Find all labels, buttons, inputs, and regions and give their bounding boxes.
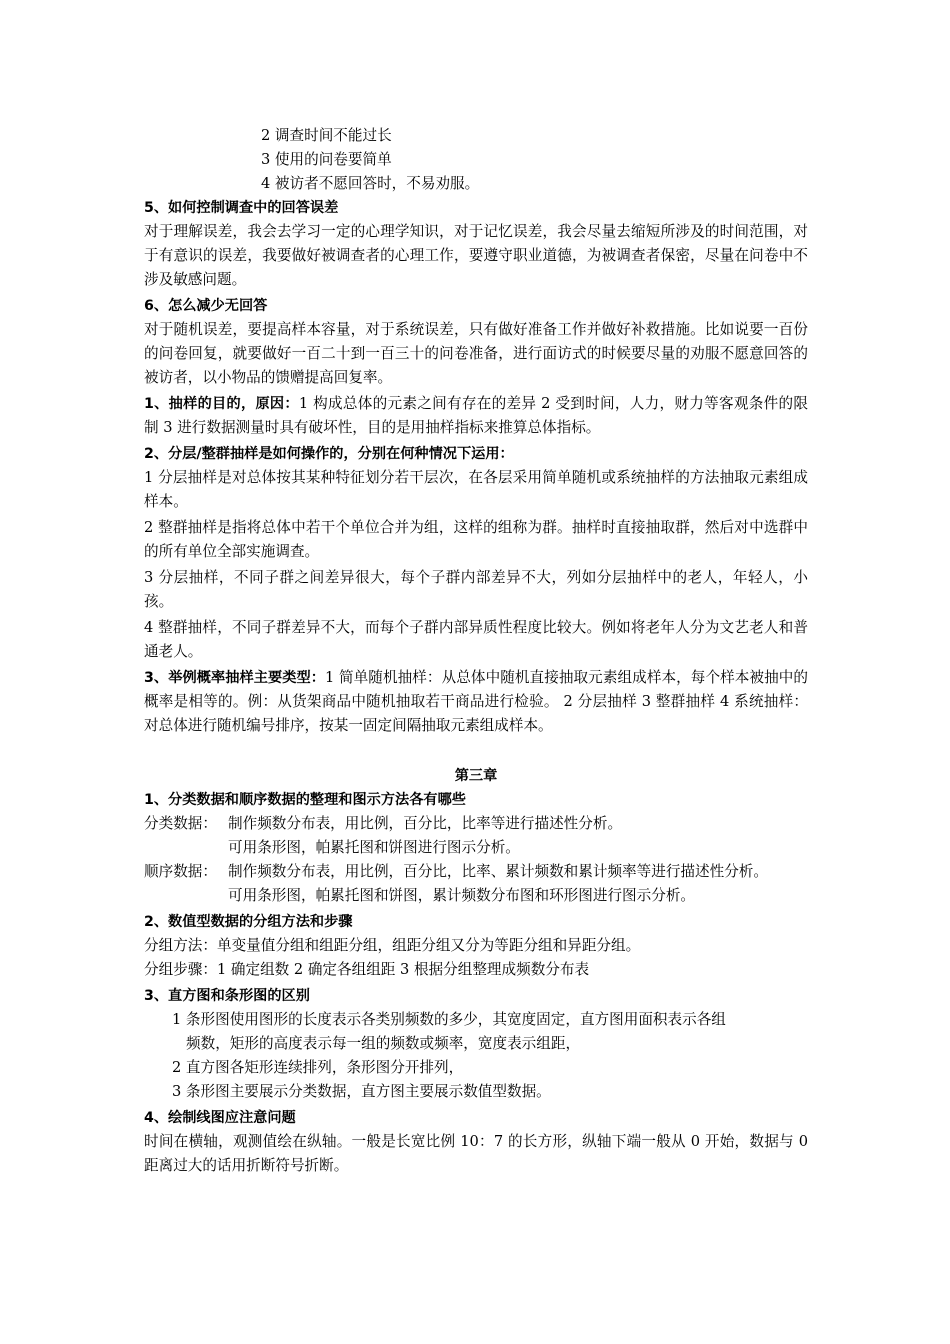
categorical-data-sub: 可用条形图，帕累托图和饼图进行图示分析。 [228, 839, 520, 856]
list-item: 3 使用的问卷要简单 [261, 151, 392, 168]
question-1-lead: 1、抽样的目的，原因： [144, 396, 299, 412]
document-page [144, 124, 808, 1178]
line-chart-notes: 时间在横轴，观测值绘在纵轴。一般是长宽比例 10：7 的长方形，纵轴下端一般从 0 开始，数据与 0 距离过大的话用折断符号折断。 [144, 1133, 808, 1174]
histogram-diff-1b: 频数，矩形的高度表示每一组的频数或频率，宽度表示组距， [186, 1035, 581, 1052]
categorical-data-label: 分类数据： [144, 815, 217, 832]
categorical-data-row [144, 812, 808, 836]
question-3 [144, 666, 808, 738]
question-2-para-2: 2 整群抽样是指将总体中若干个单位合并为组，这样的组称为群。抽样时直接抽取群，然后对中选群中的所有单位全部实施调查。 [144, 519, 808, 560]
chapter3-heading-1: 1、分类数据和顺序数据的整理和图示方法各有哪些 [144, 792, 466, 808]
list-item: 2 调查时间不能过长 [261, 127, 392, 144]
histogram-diff-3: 3 条形图主要展示分类数据，直方图主要展示数值型数据。 [172, 1083, 551, 1100]
list-item: 4 被访者不愿回答时，不易劝服。 [261, 175, 480, 192]
question-2-para-4: 4 整群抽样，不同子群差异不大，而每个子群内部异质性程度比较大。例如将老年人分为文艺老人和普通老人。 [144, 619, 808, 660]
question-2-heading: 2、分层/整群抽样是如何操作的，分别在何种情况下运用： [144, 446, 514, 462]
chapter3-heading-4: 4、绘制线图应注意问题 [144, 1110, 296, 1126]
section-heading-5: 5、如何控制调查中的回答误差 [144, 200, 339, 216]
chapter-title: 第三章 [454, 768, 498, 784]
question-1-body: 1 构成总体的元素之间有存在的差异 2 受到时间，人力，财力等客观条件的限制 3 进行数据测量时具有破坏性，目的是用抽样指标来推算总体指标。 [144, 395, 808, 436]
categorical-data-body: 制作频数分布表，用比例，百分比，比率等进行描述性分析。 [228, 815, 623, 832]
ordinal-data-row [144, 860, 808, 884]
question-1 [144, 392, 808, 440]
section-body-6: 对于随机误差，要提高样本容量，对于系统误差，只有做好准备工作并做好补救措施。比如说要一百份的问卷回复，就要做好一百二十到一百三十的问卷准备，进行面访式的时候要尽量的劝服不愿意回答的被访者，以小物品的馈赠提高回复率。 [144, 321, 808, 386]
ordinal-data-label: 顺序数据： [144, 863, 217, 880]
histogram-diff-1a: 1 条形图使用图形的长度表示各类别频数的多少，其宽度固定，直方图用面积表示各组 [172, 1011, 726, 1028]
histogram-diff-2: 2 直方图各矩形连续排列，条形图分开排列， [172, 1059, 464, 1076]
section-body-5: 对于理解误差，我会去学习一定的心理学知识，对于记忆误差，我会尽量去缩短所涉及的时间范围，对于有意识的误差，我要做好被调查者的心理工作，要遵守职业道德，为被调查者保密，尽量在问卷中不涉及敏感问题。 [144, 223, 808, 288]
ordinal-data-body: 制作频数分布表，用比例，百分比，比率、累计频数和累计频率等进行描述性分析。 [228, 863, 768, 880]
ordinal-data-sub: 可用条形图，帕累托图和饼图，累计频数分布图和环形图进行图示分析。 [228, 887, 696, 904]
survey-drawbacks-list [144, 124, 808, 196]
question-3-body: 1 简单随机抽样：从总体中随机直接抽取元素组成样本，每个样本被抽中的概率是相等的。例：从货架商品中随机抽取若干商品进行检验。 2 分层抽样 3 整群抽样 4 系统抽样：对总体进行随机编号排序，按某一固定间隔抽取元素组成样本。 [144, 669, 809, 734]
question-2-para-1: 1 分层抽样是对总体按其某种特征划分若干层次，在各层采用简单随机或系统抽样的方法抽取元素组成样本。 [144, 469, 808, 510]
chapter3-heading-3: 3、直方图和条形图的区别 [144, 988, 310, 1004]
grouping-method: 分组方法：单变量值分组和组距分组，组距分组又分为等距分组和异距分组。 [144, 937, 641, 954]
section-heading-6: 6、怎么减少无回答 [144, 298, 268, 314]
chapter3-heading-2: 2、数值型数据的分组方法和步骤 [144, 914, 353, 930]
question-3-lead: 3、举例概率抽样主要类型： [144, 670, 325, 686]
question-2-para-3: 3 分层抽样，不同子群之间差异很大，每个子群内部差异不大，列如分层抽样中的老人，年轻人，小孩。 [144, 569, 808, 610]
blank-line [144, 738, 808, 762]
grouping-steps: 分组步骤：1 确定组数 2 确定各组组距 3 根据分组整理成频数分布表 [144, 961, 590, 978]
